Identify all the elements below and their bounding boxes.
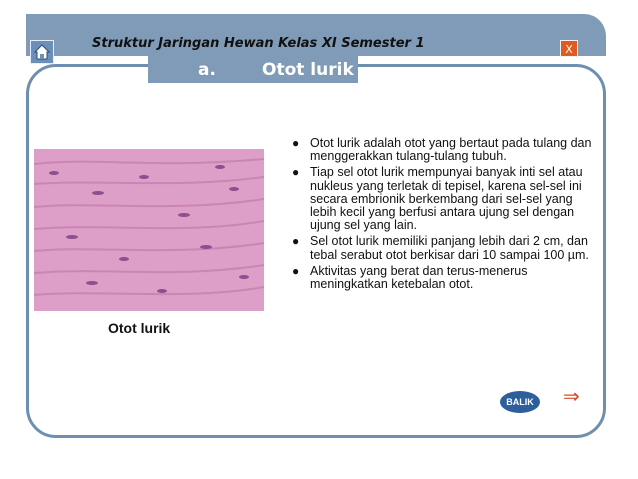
back-button[interactable]: BALIK: [500, 391, 540, 413]
bullet-icon: ●: [292, 234, 300, 249]
image-caption: Otot lurik: [108, 320, 171, 336]
list-item: ● Aktivitas yang berat dan terus-menerus meningkatkan ketebalan otot.: [292, 263, 528, 292]
section-title: Otot lurik: [262, 59, 354, 80]
next-arrow-icon[interactable]: ⇒: [563, 386, 580, 408]
home-icon: [34, 44, 50, 60]
bullet-icon: ●: [292, 165, 300, 180]
bullet-icon: ●: [292, 263, 300, 278]
bullet-icon: ●: [292, 136, 300, 150]
section-heading: [148, 56, 358, 83]
bullet-list: [292, 137, 594, 294]
section-number: a.: [198, 59, 216, 80]
list-item: ● Tiap sel otot lurik mempunyai banyak inti sel atau nukleus yang terletak di tepisel, karena sel-sel ini secara embrionik berkembang dari sel-sel yang lebih kecil yang berfusi antara ujung sel dengan ujung sel yang lain.: [292, 165, 583, 233]
muscle-tissue-image: [34, 149, 264, 311]
home-button[interactable]: [30, 40, 54, 64]
list-item: ● Sel otot lurik memiliki panjang lebih dari 2 cm, dan tebal serabut otot berkisar dari 10 sampai 100 µm.: [292, 234, 589, 262]
page-title: Struktur Jaringan Hewan Kelas XI Semester 1: [92, 36, 425, 51]
close-button[interactable]: X: [560, 40, 578, 57]
list-item: ● Otot lurik adalah otot yang bertaut pada tulang dan menggerakkan tulang-tulang tubuh.: [292, 136, 592, 164]
